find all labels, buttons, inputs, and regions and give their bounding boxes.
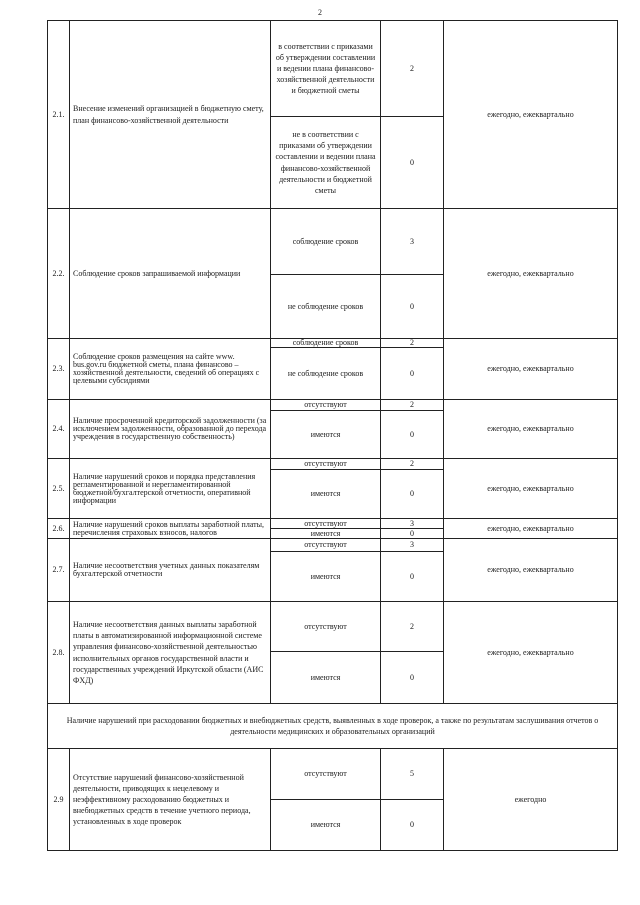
row-number: 2.3. bbox=[48, 339, 70, 400]
period-text: ежегодно, ежеквартально bbox=[444, 209, 618, 339]
score-value: 0 bbox=[381, 117, 444, 209]
criterion-text: отсутствуют bbox=[271, 519, 381, 529]
criterion-text: соблюдение сроков bbox=[271, 209, 381, 275]
criterion-text: отсутствуют bbox=[271, 459, 381, 470]
row-number: 2.4. bbox=[48, 400, 70, 459]
indicator-name: Наличие несоответствия учетных данных показателям бухгалтерской отчетности bbox=[70, 539, 271, 602]
indicator-name: Соблюдение сроков размещения на сайте www. bus.gov.ru бюджетной сметы, плана финансово – хозяйственной деятельности, сведений об операциях с целевыми субсидиями bbox=[70, 339, 271, 400]
period-text: ежегодно, ежеквартально bbox=[444, 602, 618, 704]
score-value: 0 bbox=[381, 652, 444, 704]
table-row bbox=[48, 749, 618, 800]
row-number: 2.7. bbox=[48, 539, 70, 602]
criteria-table bbox=[47, 20, 618, 851]
score-value: 2 bbox=[381, 21, 444, 117]
table-row bbox=[48, 519, 618, 529]
period-text: ежегодно, ежеквартально bbox=[444, 21, 618, 209]
indicator-name: Наличие просроченной кредиторской задолженности (за исключением задолженности, образованной до перехода учреждения в государственную собственность) bbox=[70, 400, 271, 459]
criterion-text: не в соответствии с приказами об утверждении составлении и ведении плана финансово-хозяйственной деятельности и бюджетной сметы bbox=[271, 117, 381, 209]
page-number: 2 bbox=[318, 8, 322, 17]
indicator-name: Соблюдение сроков запрашиваемой информации bbox=[70, 209, 271, 339]
criterion-text: не соблюдение сроков bbox=[271, 348, 381, 400]
score-value: 0 bbox=[381, 348, 444, 400]
row-number: 2.1. bbox=[48, 21, 70, 209]
table-row bbox=[48, 339, 618, 348]
score-value: 2 bbox=[381, 459, 444, 470]
table-row bbox=[48, 209, 618, 275]
table-row bbox=[48, 602, 618, 652]
row-number: 2.6. bbox=[48, 519, 70, 539]
score-value: 0 bbox=[381, 529, 444, 539]
score-value: 5 bbox=[381, 749, 444, 800]
indicator-name: Внесение изменений организацией в бюджетную смету, план финансово-хозяйственной деятельности bbox=[70, 21, 271, 209]
period-text: ежегодно, ежеквартально bbox=[444, 459, 618, 519]
indicator-name: Наличие несоответствия данных выплаты заработной платы в автоматизированной информационной системе управления финансово-хозяйственной деятельностью исполнительных органов государственной власти и государственных учреждений Иркутской области (АИС ФХД) bbox=[70, 602, 271, 704]
period-text: ежегодно, ежеквартально bbox=[444, 519, 618, 539]
score-value: 0 bbox=[381, 275, 444, 339]
indicator-name: Наличие нарушений сроков и порядка представления регламентированной и нерегламентированной бюджетной/бухгалтерской отчетности, оперативной информации bbox=[70, 459, 271, 519]
score-value: 0 bbox=[381, 470, 444, 519]
table-row bbox=[48, 539, 618, 552]
criterion-text: имеются bbox=[271, 652, 381, 704]
criterion-text: не соблюдение сроков bbox=[271, 275, 381, 339]
score-value: 2 bbox=[381, 400, 444, 411]
criterion-text: имеются bbox=[271, 470, 381, 519]
table-row bbox=[48, 459, 618, 470]
row-number: 2.8. bbox=[48, 602, 70, 704]
score-value: 0 bbox=[381, 800, 444, 851]
score-value: 0 bbox=[381, 552, 444, 602]
criterion-text: отсутствуют bbox=[271, 602, 381, 652]
score-value: 3 bbox=[381, 519, 444, 529]
criterion-text: отсутствуют bbox=[271, 539, 381, 552]
period-text: ежегодно, ежеквартально bbox=[444, 400, 618, 459]
criterion-text: имеются bbox=[271, 529, 381, 539]
score-value: 2 bbox=[381, 602, 444, 652]
criterion-text: отсутствуют bbox=[271, 400, 381, 411]
criterion-text: соблюдение сроков bbox=[271, 339, 381, 348]
criterion-text: отсутствуют bbox=[271, 749, 381, 800]
indicator-name: Отсутствие нарушений финансово-хозяйственной деятельности, приводящих к нецелевому и неэффективному расходованию бюджетных и внебюджетных средств в течение учетного периода, установленных в ходе проверок bbox=[70, 749, 271, 851]
score-value: 2 bbox=[381, 339, 444, 348]
row-number: 2.5. bbox=[48, 459, 70, 519]
period-text: ежегодно bbox=[444, 749, 618, 851]
score-value: 3 bbox=[381, 539, 444, 552]
criterion-text: имеются bbox=[271, 800, 381, 851]
table-row bbox=[48, 21, 618, 117]
row-number: 2.9 bbox=[48, 749, 70, 851]
table-row bbox=[48, 400, 618, 411]
period-text: ежегодно, ежеквартально bbox=[444, 339, 618, 400]
period-text: ежегодно, ежеквартально bbox=[444, 539, 618, 602]
score-value: 0 bbox=[381, 411, 444, 459]
criterion-text: имеются bbox=[271, 552, 381, 602]
section-header: Наличие нарушений при расходовании бюджетных и внебюджетных средств, выявленных в ходе проверок, а также по результатам заслушивания отчетов о деятельности медицинских и образовательных организаций bbox=[48, 704, 618, 749]
indicator-name: Наличие нарушений сроков выплаты заработной платы, перечисления страховых взносов, налогов bbox=[70, 519, 271, 539]
section-header-row bbox=[48, 704, 618, 749]
row-number: 2.2. bbox=[48, 209, 70, 339]
criterion-text: имеются bbox=[271, 411, 381, 459]
score-value: 3 bbox=[381, 209, 444, 275]
criterion-text: в соответствии с приказами об утверждении составлении и ведении плана финансово-хозяйственной деятельности и бюджетной сметы bbox=[271, 21, 381, 117]
